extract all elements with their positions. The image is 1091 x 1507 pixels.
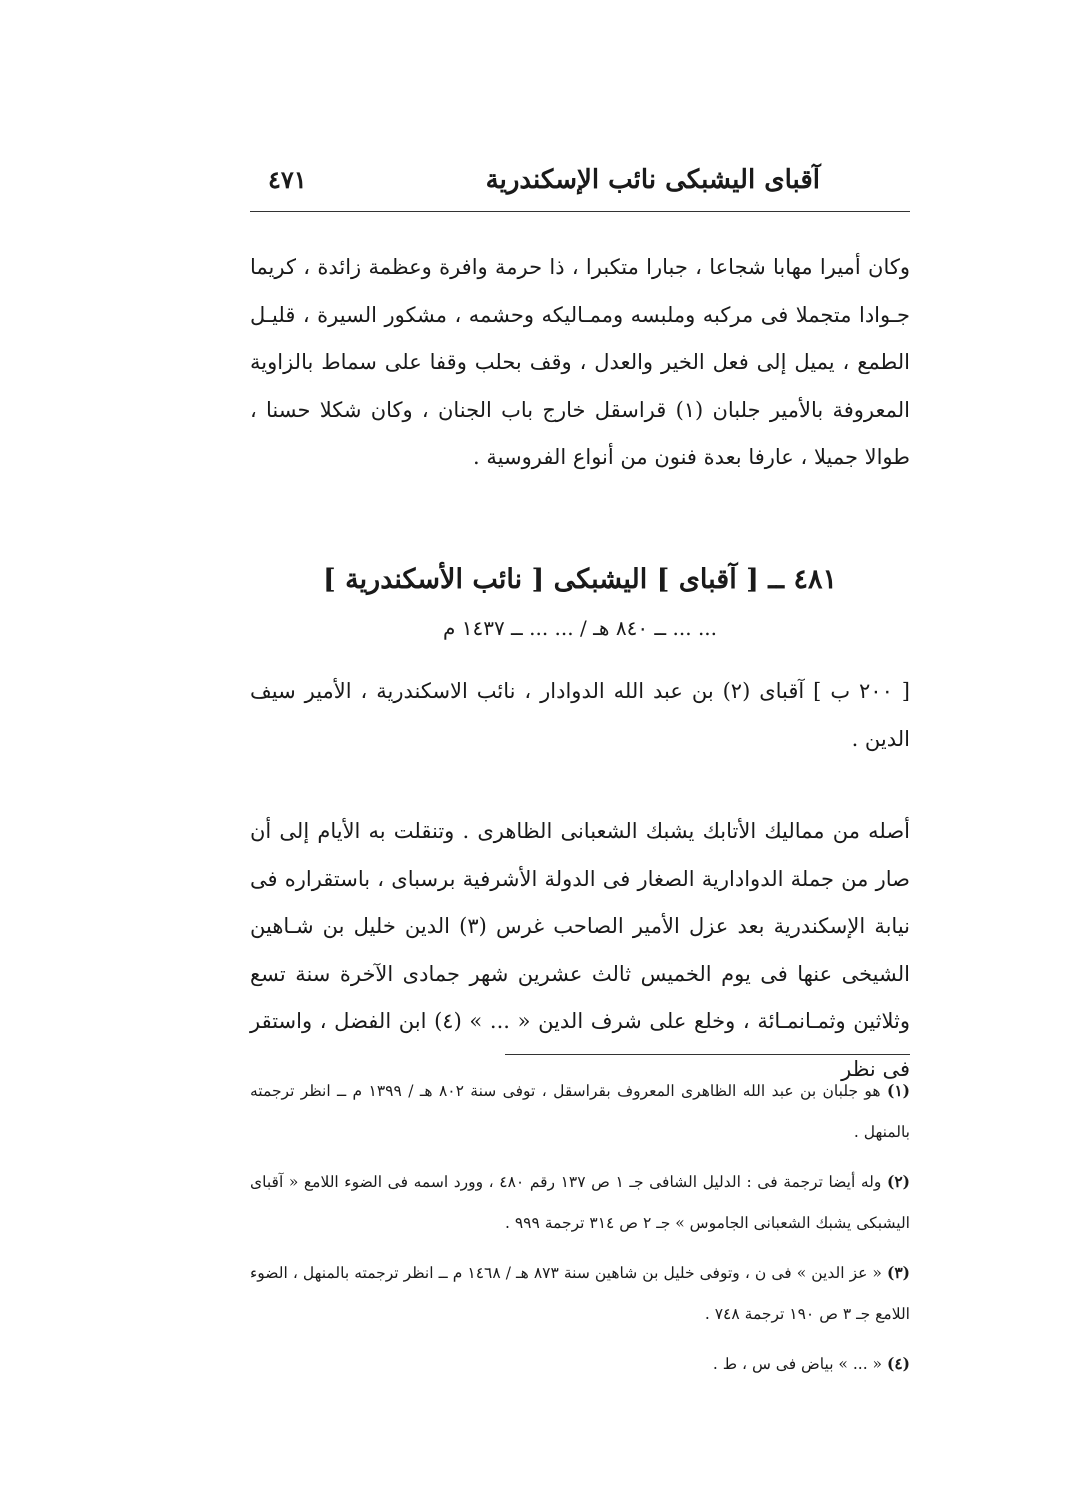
footnote-text: هو جلبان بن عبد الله الظاهرى المعروف بقراسقل ، توفى سنة ٨٠٢ هـ / ١٣٩٩ م ــ انظر ترجمته بالمنهل . bbox=[250, 1082, 910, 1141]
header-rule bbox=[250, 211, 910, 212]
footnotes bbox=[250, 1070, 910, 1393]
footnote-3 bbox=[250, 1252, 910, 1335]
running-title: آقباى اليشبكى نائب الإسكندرية bbox=[485, 165, 820, 195]
footnote-4 bbox=[250, 1343, 910, 1385]
footnote-1 bbox=[250, 1070, 910, 1153]
entry-dates: ... ... ــ ٨٤٠ هـ / ... ... ــ ١٤٣٧ م bbox=[442, 616, 718, 640]
paragraph-previous-entry-end: وكان أميرا مهابا شجاعا ، جبارا متكبرا ، ذا حرمة وافرة وعظمة زائدة ، كريما جـوادا متجملا فى مركبه وملبسه وممـاليكه وحشمه ، مشكور السيرة ، قليـل الطمع ، يميل إلى فعل الخير والعدل ، وقف بحلب وقفا على سماط بالزاوية المعروفة بالأمير جلبان (١) قراسقل خارج باب الجنان ، وكان شكلا حسنا ، طوالا جميلا ، عارفا بعدة فنون من أنواع الفروسية . bbox=[250, 255, 911, 469]
page-number: ٤٧١ bbox=[268, 165, 307, 194]
entry-heading: ٤٨١ ــ [ آقباى ] اليشبكى [ نائب الأسكندرية ] bbox=[322, 564, 838, 595]
footnote-2 bbox=[250, 1161, 910, 1244]
footnote-number: (١) bbox=[887, 1081, 911, 1100]
paragraph-entry-name: [ ٢٠٠ ب ] آقباى (٢) بن عبد الله الدوادار ، نائب الاسكندرية ، الأمير سيف الدين . bbox=[250, 679, 911, 751]
footnote-number: (٣) bbox=[886, 1263, 910, 1282]
document-page bbox=[250, 0, 910, 1507]
running-header bbox=[250, 158, 910, 202]
footnote-number: (٢) bbox=[886, 1172, 910, 1191]
footnote-text: « عز الدين » فى ن ، وتوفى خليل بن شاهين سنة ٨٧٣ هـ / ١٤٦٨ م ــ انظر ترجمته بالمنهل ، الضوء اللامع جـ ٣ ص ١٩٠ ترجمة ٧٤٨ . bbox=[250, 1264, 910, 1323]
footnote-text: « ... » بياض فى س ، ط . bbox=[712, 1355, 883, 1373]
footnote-rule bbox=[505, 1054, 910, 1055]
paragraph-entry-biography: أصله من مماليك الأتابك يشبك الشعبانى الظاهرى . وتنقلت به الأيام إلى أن صار من جملة الدوادارية الصغار فى الدولة الأشرفية برسباى ، باستقراره فى نيابة الإسكندرية بعد عزل الأمير الصاحب غرس (٣) الدين خليل بن شـاهين الشيخى عنها فى يوم الخميس ثالث عشرين شهر جمادى الآخرة سنة تسع وثلاثين وثمـانمـائة ، وخلع على شرف الدين « ... » (٤) ابن الفضل ، واستقر فى نظر bbox=[250, 819, 911, 1081]
footnote-text: وله أيضا ترجمة فى : الدليل الشافى جـ ١ ص ١٣٧ رقم ٤٨٠ ، وورد اسمه فى الضوء اللامع « آقباى اليشبكى يشبك الشعبانى الجاموس » جـ ٢ ص ٣١٤ ترجمة ٩٩٩ . bbox=[250, 1173, 910, 1232]
footnote-number: (٤) bbox=[886, 1354, 910, 1373]
